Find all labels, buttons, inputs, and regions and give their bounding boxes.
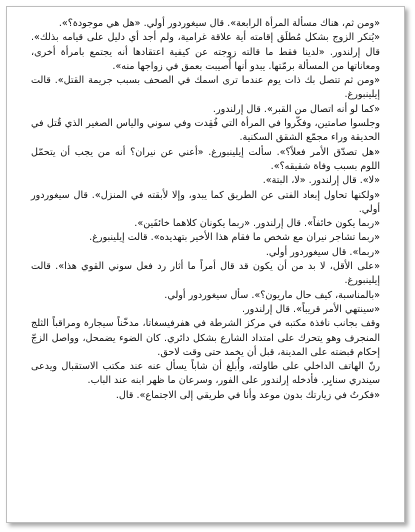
paragraph: «سينتهي الأمر قريباً». قال إرلندور. [241, 303, 380, 315]
page-body-text [31, 17, 380, 403]
paragraph: «لا». قال إرلندور. «لا، البتة». [262, 175, 380, 187]
paragraph: «ولكنها تحاول إبعاد الفتى عن الطريق كما يبدو، وإلا لأبقته في المنزل». قال سيغوردور أولي. [31, 189, 380, 215]
document-page [6, 6, 405, 523]
paragraph: «ومن ثم، هناك مسألة المرأة الرابعة». قال سيغوردور أولي. «هل هي موجودة؟». [58, 18, 380, 29]
paragraph: وجلسوا صامتين، وفكّروا في المرأة التي فُقِدت وفي سوني والياس الصغير الذي قُتل في الحديقة وراء مجمّع الشقق السكنية. [31, 118, 380, 144]
paragraph: «بالمناسبة، كيف حال ماريون؟». سأل سيغوردور أولي. [164, 289, 380, 301]
paragraph: «يُنكر الزوج بشكل مُطلَق إقامته أية علاقة غرامية، ولم أجد أي دليل على قيامه بذلك». قال إرلندور. «لدينا فقط ما قالته زوجته عن كيفية اعتقادها أنه يجتمع بامرأة أخرى، ومعاناتها من المسألة برمّتها. يبدو أنها أُصيبت بعمق في زواجها منه». [31, 32, 380, 72]
paragraph: «ربما يكون خائفاً». قال إرلندور. «ربما يكونان كلاهما خائفَين». [134, 218, 380, 230]
paragraph: «على الأقل، لا بد من أن يكون قد قال أمراً ما أثار رد فعل سوني القوي هذا». قالت إيلينبورغ. [31, 261, 380, 287]
paragraph: «ومن ثم تتصل بك ذات يوم عندما ترى اسمك في الصحف بسبب جريمة القتل». قالت إيلينبورغ. [31, 75, 380, 101]
paragraph: «ربما». قال سيغوردور أولي. [265, 246, 380, 258]
paragraph: «كما لو أنه اتصال من القبر». قال إرلندور. [212, 103, 380, 115]
paragraph: وقف بجانب نافذة مكتبه في مركز الشرطة في هفرفيسغاتا، مدخّناً سيجارة ومراقباً الثلج المنجرف وهو يتحرك على امتداد الشارع بشكل دائري. كان الضوء يضمحل، وواصل الزجّ إحكام قبضته على المدينة، قبل أن يخمد حتى وقت لاحق. [31, 318, 380, 358]
paragraph: «هل تصدّق الأمر فعلاً؟». سألت إيلينبورغ. «أعني عن نيران؟ أنه من يجب أن يتحمّل اللوم بسبب وفاة شقيقه؟». [31, 146, 380, 172]
paragraph: رنّ الهاتف الداخلي على طاولته، وأُبلغ أن شاباً يسأل عنه عند مكتب الاستقبال ويدعى سيندري سنايِر. فأدخله إرلندور على الفور، وسرعان ما ظهر ابنه عند الباب. [31, 361, 380, 387]
paragraph: «ربما تشاجر نيران مع شخص ما فقام هذا الأخير بتهديده». قالت إيلينبورغ. [89, 232, 380, 244]
paragraph: «فكرتُ في زيارتك بدون موعد وأنا في طريقي إلى الاجتماع». قال. [115, 389, 380, 401]
